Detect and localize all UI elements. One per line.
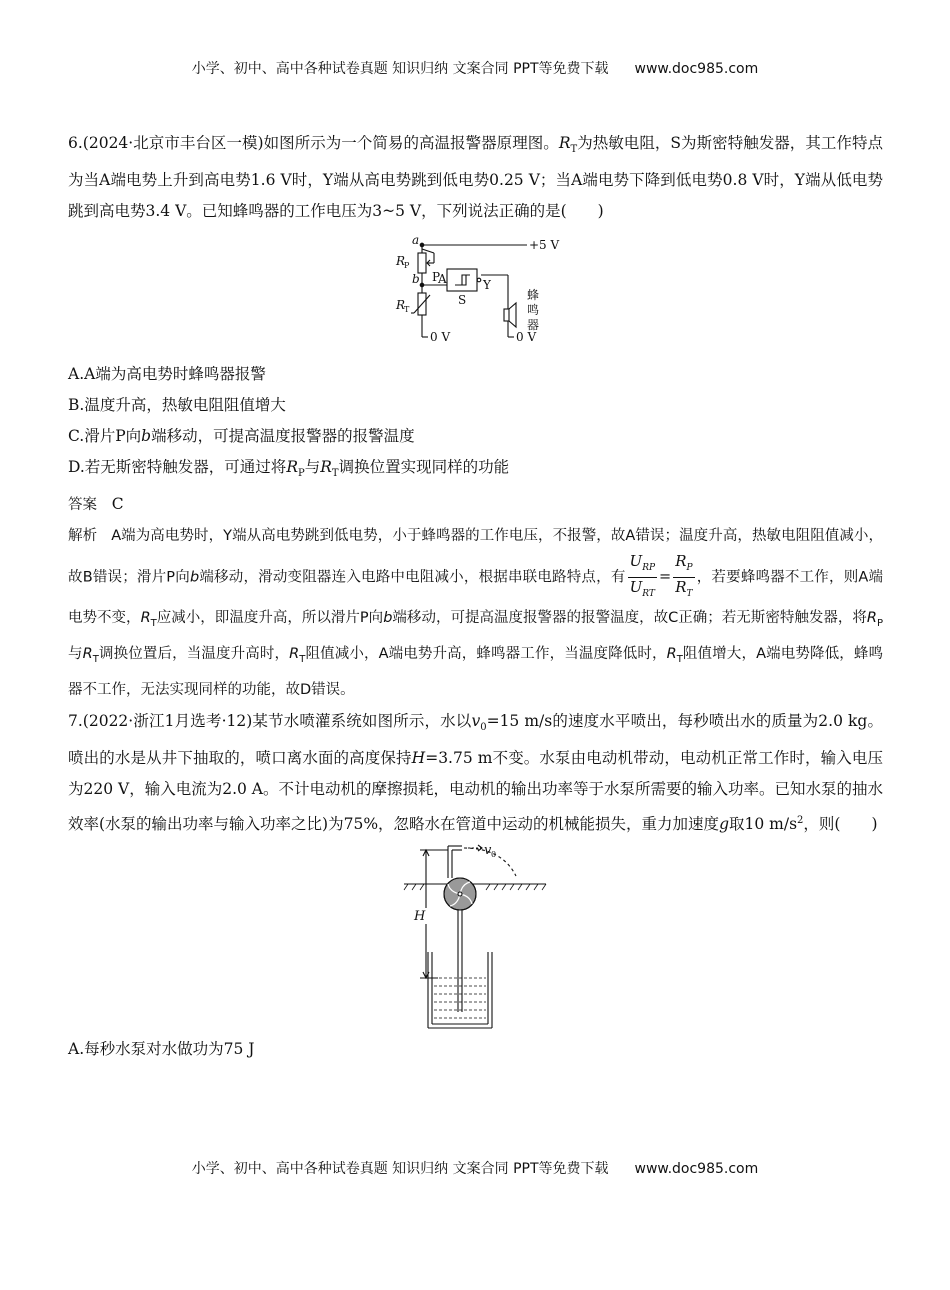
option-6a[interactable]: A.A端为高电势时蜂鸣器报警: [68, 365, 266, 384]
question-7-stem: 7.(2022·浙江1月选考·12)某节水喷灌系统如图所示，水以$v_0=15$ m/s的速度水平喷出，每秒喷出水的质量为2.0 kg。喷出的水是从井下抽取的，喷口离水面的高度保持H=3.75 m不变。水泵由电动机带动，电动机正常工作时，输入电压为220 V，输入电流为2.0 A。不计电动机的摩擦损耗，电动机的输出功率等于水泵所需要的输入功率。已知水泵的抽水效率(水泵的输出功率与输入功率之比)为75%，忽略水在管道中运动的机械能损失，重力加速度g取10 $m/s^2$，则( ): [68, 711, 883, 834]
svg-text:蜂: 蜂: [527, 288, 540, 303]
fraction-u: $\frac{U_{RP}}{U_{RT}}$: [629, 552, 656, 600]
svg-text:a: a: [412, 233, 420, 248]
svg-text:P: P: [404, 261, 410, 271]
svg-text:R: R: [396, 298, 406, 313]
svg-text:鸣: 鸣: [527, 303, 540, 318]
svg-text:0 V: 0 V: [430, 330, 451, 345]
alarm-circuit-figure: [68, 231, 883, 357]
question-7-source: (2022·浙江1月选考·12): [82, 711, 253, 730]
svg-text:T: T: [404, 305, 410, 315]
svg-text:0: 0: [491, 850, 497, 860]
footer-url[interactable]: www.doc985.com: [634, 1161, 759, 1177]
page-header: [0, 58, 950, 78]
analysis-label: 解析: [68, 528, 98, 545]
answer-label: 答案: [68, 497, 97, 514]
svg-text:Y: Y: [483, 278, 491, 293]
footer-text: 小学、初中、高中各种试卷真题 知识归纳 文案合同 PPT等免费下载: [191, 1161, 609, 1177]
fraction-r: $\frac{R_P}{R_T}$: [675, 552, 693, 600]
option-6b[interactable]: B.温度升高，热敏电阻阻值增大: [68, 396, 286, 415]
question-6-source: (2024·北京市丰台区一模): [82, 134, 264, 152]
answer-line: [68, 489, 883, 521]
svg-text:S: S: [458, 293, 467, 308]
answer-value: C: [111, 495, 124, 514]
svg-text:A: A: [438, 272, 447, 287]
page-footer: [0, 1158, 950, 1178]
svg-text:b: b: [412, 272, 420, 287]
analysis-paragraph: 解析 A端为高电势时，Y端从高电势跳到低电势，小于蜂鸣器的工作电压，不报警，故A错误；温度升高，热敏电阻阻值减小，故B错误；滑片P向b端移动，滑动变阻器连入电路中电阻减小，根据串联电路特点，有 $\frac{U_{RP}}{U_{RT}}$ = $\frac{R_P}{R_T}$ ，若要蜂鸣器不工作，则A端电势不变，$R_T$应减小，即温度升高，所以滑片P向b端移动，可提高温度报警器的报警温度，故C正确；若无斯密特触发器，将$R_P$与$R_T$调换位置后，当温度升高时，$R_T$阻值减小，A端电势升高，蜂鸣器工作，当温度降低时，$R_T$阻值增大，A端电势降低，蜂鸣器不工作，无法实现同样的功能，故D错误。: [68, 528, 884, 698]
question-6-stem: 6.(2024·北京市丰台区一模)如图所示为一个简易的高温报警器原理图。$R_T$为热敏电阻，S为斯密特触发器，其工作特点为当A端电势上升到高电势1.6 V时，Y端从高电势跳到低电势0.25 V；当A端电势下降到低电势0.8 V时，Y端从低电势跳到高电势3.4 V。已知蜂鸣器的工作电压为3~5 V，下列说法正确的是( ): [68, 134, 883, 221]
document-body: [68, 128, 883, 1065]
header-url[interactable]: www.doc985.com: [634, 61, 759, 77]
alarm-circuit-diagram: [392, 231, 592, 357]
svg-text:H: H: [414, 909, 426, 925]
svg-text:器: 器: [527, 318, 540, 333]
svg-text:+5 V: +5 V: [529, 238, 560, 253]
option-7a[interactable]: A.每秒水泵对水做功为75 J: [68, 1040, 255, 1059]
water-pump-figure: [68, 842, 883, 1030]
svg-text:P: P: [432, 270, 441, 285]
water-pump-diagram: [402, 842, 552, 1030]
option-6d[interactable]: D.若无斯密特触发器，可通过将$R_P$与$R_T$调换位置实现同样的功能: [68, 458, 510, 480]
option-6c[interactable]: C.滑片P向b端移动，可提高温度报警器的报警温度: [68, 427, 415, 446]
svg-text:0 V: 0 V: [516, 330, 537, 345]
header-text: 小学、初中、高中各种试卷真题 知识归纳 文案合同 PPT等免费下载: [191, 61, 609, 77]
svg-text:R: R: [396, 254, 406, 269]
svg-text:v: v: [484, 843, 492, 859]
